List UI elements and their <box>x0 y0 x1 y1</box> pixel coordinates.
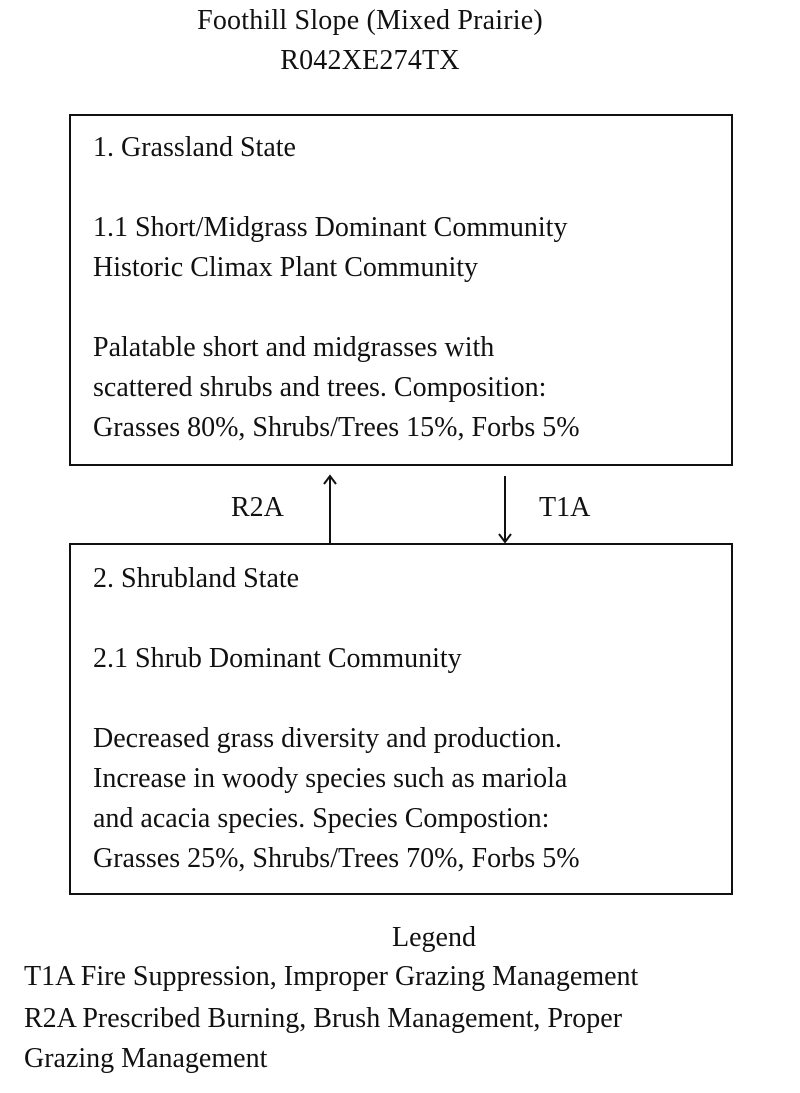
diagram-title: Foothill Slope (Mixed Prairie) <box>197 5 543 36</box>
grassland-description-line: scattered shrubs and trees. Composition: <box>93 372 547 403</box>
shrubland-state-heading: 2. Shrubland State <box>93 563 300 594</box>
site-id: R042XE274TX <box>280 45 460 76</box>
grassland-community-subtitle: Historic Climax Plant Community <box>93 252 478 283</box>
grassland-state-heading: 1. Grassland State <box>93 132 296 163</box>
shrubland-description-line: and acacia species. Species Compostion: <box>93 803 550 834</box>
grassland-description-line: Grasses 80%, Shrubs/Trees 15%, Forbs 5% <box>93 412 580 443</box>
shrubland-community-title: 2.1 Shrub Dominant Community <box>93 643 462 674</box>
transition-arrow-down <box>493 466 517 544</box>
spacer <box>93 288 721 328</box>
spacer <box>93 168 721 208</box>
spacer <box>93 679 721 719</box>
shrubland-state-box <box>69 543 733 895</box>
shrubland-description-line: Increase in woody species such as mariola <box>93 763 568 794</box>
transition-label-t1a: T1A <box>539 492 591 523</box>
grassland-description-line: Palatable short and midgrasses with <box>93 332 495 363</box>
legend-entry-t1a: T1A Fire Suppression, Improper Grazing Management <box>24 961 639 992</box>
shrubland-description-line: Decreased grass diversity and production. <box>93 723 562 754</box>
transition-arrow-up <box>318 466 342 544</box>
shrubland-description-line: Grasses 25%, Shrubs/Trees 70%, Forbs 5% <box>93 843 580 874</box>
legend-title: Legend <box>392 922 476 953</box>
spacer <box>93 599 721 639</box>
legend-entry-r2a-continued: Grazing Management <box>24 1043 268 1074</box>
grassland-state-box <box>69 114 733 466</box>
transition-label-r2a: R2A <box>231 492 284 523</box>
legend-entry-r2a: R2A Prescribed Burning, Brush Management, Proper <box>24 1003 623 1034</box>
grassland-community-title: 1.1 Short/Midgrass Dominant Community <box>93 212 568 243</box>
